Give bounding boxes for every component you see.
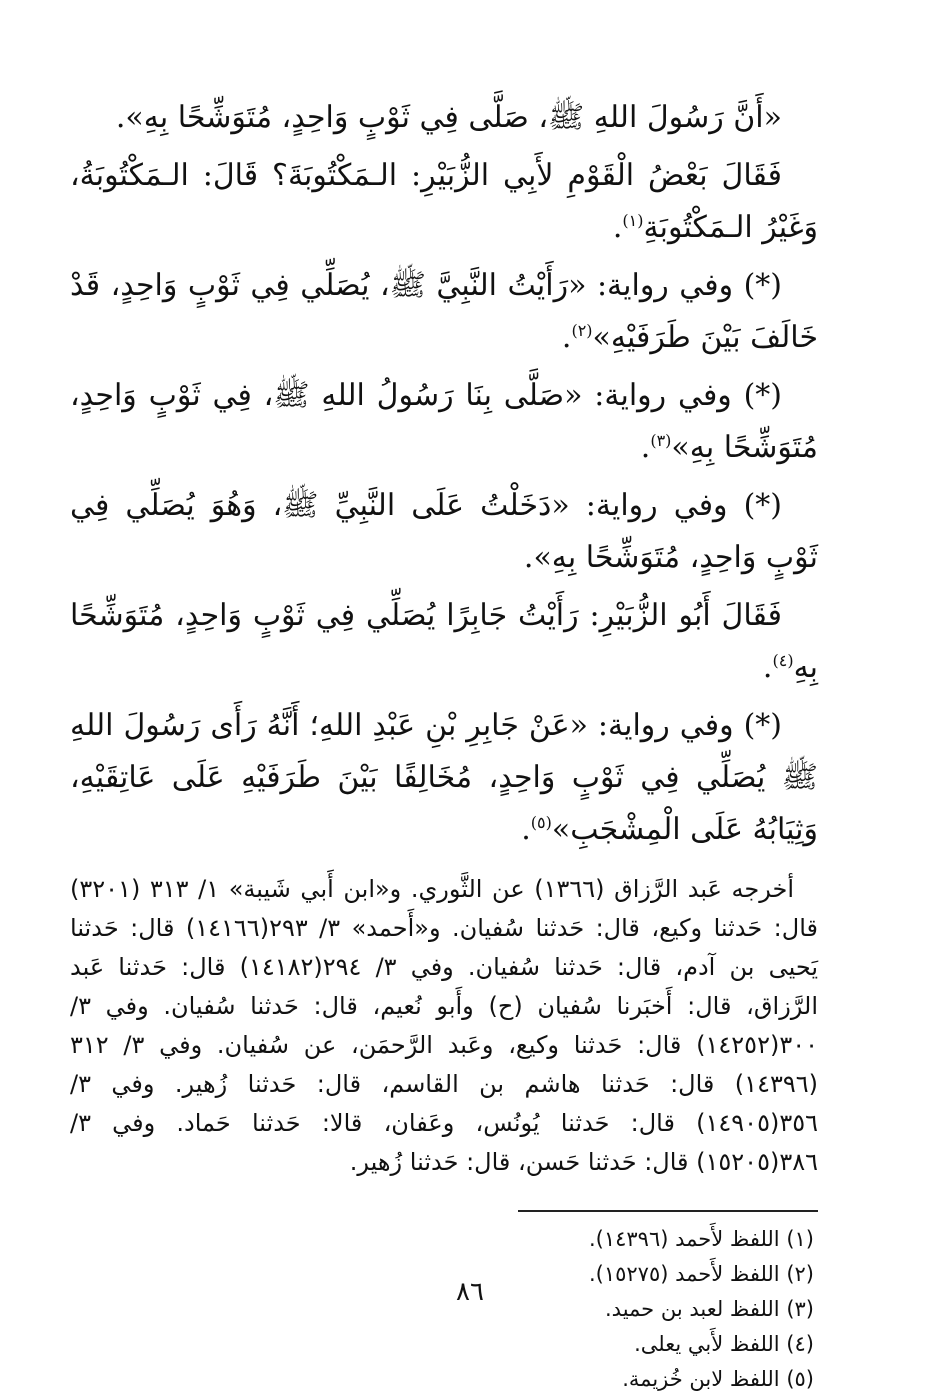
paragraph-text: (*) وفي رواية: «رَأَيْتُ النَّبِيَّ ﷺ، يُصَلِّي فِي ثَوْبٍ وَاحِدٍ، قَدْ خَالَفَ بَيْنَ طَرَفَيْهِ» bbox=[70, 268, 818, 355]
footnote-marker: (٢) bbox=[571, 321, 593, 340]
footnote-item: (٣) اللفظ لعبد بن حميد. bbox=[605, 1297, 814, 1321]
paragraph-text: (*) وفي رواية: «صَلَّى بِنَا رَسُولُ اللهِ ﷺ، فِي ثَوْبٍ وَاحِدٍ، مُتَوَشِّحًا بِهِ» bbox=[70, 378, 818, 465]
hadith-text bbox=[70, 92, 818, 856]
footnote-item: (٢) اللفظ لأَحمد (١٥٢٧٥). bbox=[588, 1262, 814, 1286]
footnote-item: (١) اللفظ لأَحمد (١٤٣٩٦). bbox=[588, 1227, 814, 1251]
paragraph-text: فَقَالَ أَبُو الزُّبَيْرِ: رَأَيْتُ جَابِرًا يُصَلِّي فِي ثَوْبٍ وَاحِدٍ، مُتَوَشِّحًا بِهِ bbox=[70, 598, 818, 685]
hadith-paragraph: فَقَالَ أَبُو الزُّبَيْرِ: رَأَيْتُ جَابِرًا يُصَلِّي فِي ثَوْبٍ وَاحِدٍ، مُتَوَشِّحًا بِهِ$^{(٤)}$. bbox=[70, 598, 818, 685]
footnote-separator-wrap bbox=[70, 1182, 818, 1222]
paragraph-text: فَقَالَ بَعْضُ الْقَوْمِ لأَبِي الزُّبَيْرِ: الـمَكْتُوبَةَ؟ قَالَ: الـمَكْتُوبَةُ، وَغَيْرُ الـمَكْتُوبَةِ bbox=[70, 158, 818, 245]
footnote-separator bbox=[518, 1210, 818, 1212]
hadith-paragraph: فَقَالَ بَعْضُ الْقَوْمِ لأَبِي الزُّبَيْرِ: الـمَكْتُوبَةَ؟ قَالَ: الـمَكْتُوبَةُ، وَغَيْرُ الـمَكْتُوبَةِ$^{(١)}$. bbox=[70, 158, 818, 245]
paragraph-text: (*) وفي رواية: «دَخَلْتُ عَلَى النَّبِيِّ ﷺ، وَهُوَ يُصَلِّي فِي ثَوْبٍ وَاحِدٍ، مُتَوَشِّحًا بِهِ». bbox=[70, 488, 818, 575]
hadith-paragraph: (*) وفي رواية: «رَأَيْتُ النَّبِيَّ ﷺ، يُصَلِّي فِي ثَوْبٍ وَاحِدٍ، قَدْ خَالَفَ بَيْنَ طَرَفَيْهِ»$^{(٢)}$. bbox=[70, 268, 818, 355]
footnote-marker: (٤) bbox=[772, 651, 794, 670]
footnote-item: (٥) اللفظ لابن خُزيمة. bbox=[622, 1367, 814, 1391]
paragraph-text: (*) وفي رواية: «عَنْ جَابِرِ بْنِ عَبْدِ اللهِ؛ أَنَّهُ رَأَى رَسُولَ اللهِ ﷺ يُصَلِّي فِي ثَوْبٍ وَاحِدٍ، مُخَالِفًا بَيْنَ طَرَفَيْهِ عَلَى عَاتِقَيْهِ، وَثِيَابُهُ عَلَى الْمِشْجَبِ» bbox=[70, 708, 818, 847]
hadith-paragraph: (*) وفي رواية: «صَلَّى بِنَا رَسُولُ اللهِ ﷺ، فِي ثَوْبٍ وَاحِدٍ، مُتَوَشِّحًا بِهِ»$^{(٣)}$. bbox=[70, 378, 818, 465]
hadith-paragraph: (*) وفي رواية: «عَنْ جَابِرِ بْنِ عَبْدِ اللهِ؛ أَنَّهُ رَأَى رَسُولَ اللهِ ﷺ يُصَلِّي فِي ثَوْبٍ وَاحِدٍ، مُخَالِفًا بَيْنَ طَرَفَيْهِ عَلَى عَاتِقَيْهِ، وَثِيَابُهُ عَلَى الْمِشْجَبِ»$^{(٥)}$. bbox=[70, 708, 818, 847]
hadith-paragraph bbox=[70, 92, 818, 144]
paragraph-text: «أَنَّ رَسُولَ اللهِ ﷺ، صَلَّى فِي ثَوْبٍ وَاحِدٍ، مُتَوَشِّحًا بِهِ». bbox=[115, 100, 782, 135]
footnote-marker: (٣) bbox=[650, 431, 672, 450]
takhrij-paragraph: أخرجه عَبد الرَّزاق (١٣٦٦) عن الثَّوري. و«ابن أَبي شَيبة» ١/ ٣١٣ (٣٢٠١) قال: حَدثنا وكيع، قال: حَدثنا سُفيان. و«أَحمد» ٣/ ٢٩٣(١٤١٦٦) قال: حَدثنا يَحيى بن آدم، قال: حَدثنا سُفيان. وفي ٣/ ٢٩٤(١٤١٨٢) قال: حَدثنا عَبد الرَّزاق، قال: أَخبَرنا سُفيان (ح) وأَبو نُعيم، قال: حَدثنا سُفيان. وفي ٣/ ٣٠٠(١٤٢٥٢) قال: حَدثنا وكيع، وعَبد الرَّحمَن، عن سُفيان. وفي ٣/ ٣١٢ (١٤٣٩٦) قال: حَدثنا هاشم بن القاسم، قال: حَدثنا زُهير. وفي ٣/ ٣٥٦(١٤٩٠٥) قال: حَدثنا يُونُس، وعَفان، قالا: حَدثنا حَماد. وفي ٣/ ٣٨٦(١٥٢٠٥) قال: حَدثنا حَسن، قال: حَدثنا زُهير. bbox=[70, 875, 818, 1176]
page-number: ٨٦ bbox=[456, 1277, 484, 1307]
footnote-marker: (٥) bbox=[530, 813, 552, 832]
book-page bbox=[70, 92, 818, 1391]
hadith-paragraph bbox=[70, 480, 818, 584]
footnote-item: (٤) اللفظ لأَبي يعلى. bbox=[634, 1332, 814, 1356]
footnote-marker: (١) bbox=[622, 211, 644, 230]
footnotes bbox=[70, 1222, 818, 1397]
